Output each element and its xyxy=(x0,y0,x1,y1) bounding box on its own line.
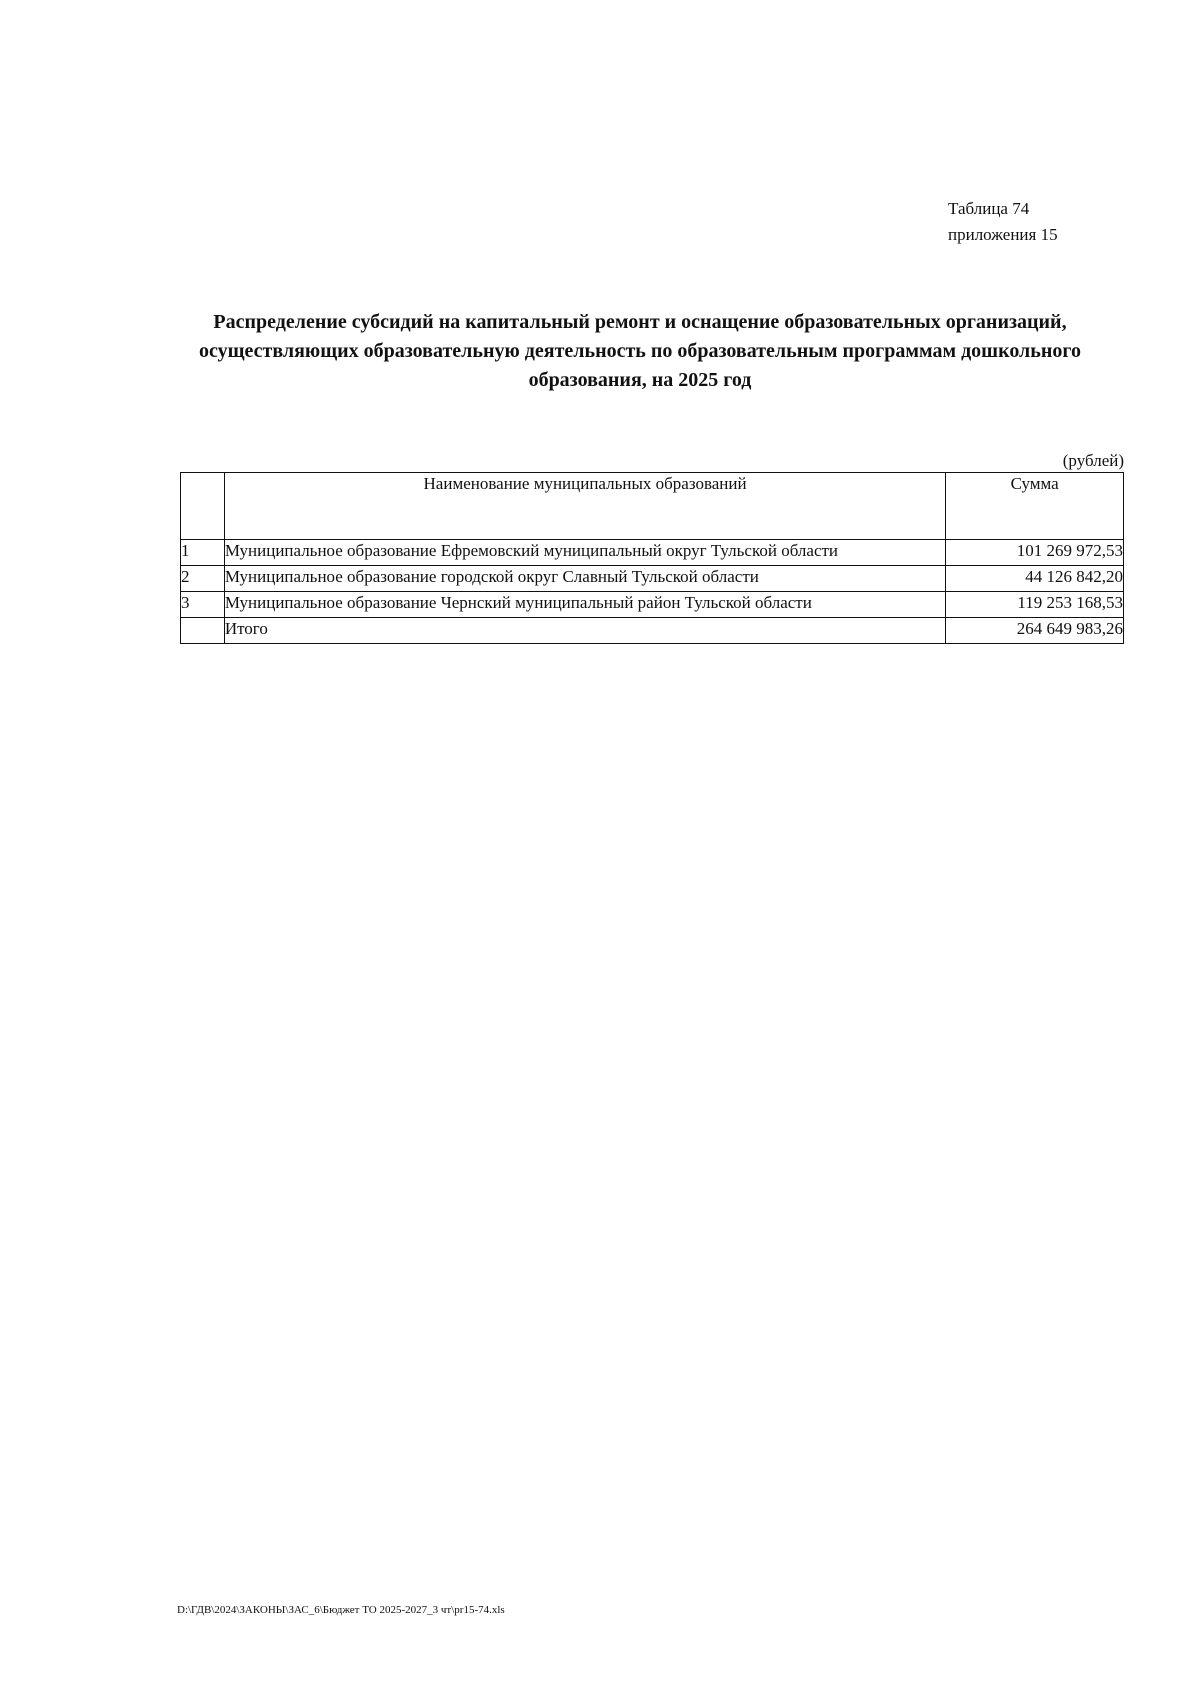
file-path-footer: D:\ГДВ\2024\ЗАКОНЫ\ЗАС_6\Бюджет ТО 2025-2027_3 чт\pr15-74.xls xyxy=(177,1604,505,1616)
total-number xyxy=(181,618,225,644)
header-number xyxy=(181,473,225,540)
units-label: (рублей) xyxy=(1062,451,1124,470)
row-number: 3 xyxy=(181,592,225,618)
header-name: Наименование муниципальных образований xyxy=(224,473,945,540)
header-sum: Сумма xyxy=(946,473,1124,540)
table-reference xyxy=(948,196,1058,248)
row-sum: 101 269 972,53 xyxy=(946,540,1124,566)
title-line-1: Распределение субсидий на капитальный ремонт и оснащение образовательных организаций, xyxy=(213,311,1067,333)
row-number: 2 xyxy=(181,566,225,592)
table-header-row xyxy=(181,473,1124,540)
row-name: Муниципальное образование городской округ Славный Тульской области xyxy=(224,566,945,592)
title-line-2: осуществляющих образовательную деятельность по образовательным программам дошкольного xyxy=(199,340,1081,362)
appendix-number: приложения 15 xyxy=(948,225,1058,244)
row-name: Муниципальное образование Ефремовский муниципальный округ Тульской области xyxy=(224,540,945,566)
subsidy-table xyxy=(180,472,1124,644)
row-sum: 44 126 842,20 xyxy=(946,566,1124,592)
table-row xyxy=(181,540,1124,566)
row-name: Муниципальное образование Чернский муниципальный район Тульской области xyxy=(224,592,945,618)
table-number: Таблица 74 xyxy=(948,199,1030,218)
table-row xyxy=(181,566,1124,592)
document-title xyxy=(150,308,1130,395)
title-line-3: образования, на 2025 год xyxy=(528,369,752,391)
total-label: Итого xyxy=(224,618,945,644)
row-number: 1 xyxy=(181,540,225,566)
table-row xyxy=(181,592,1124,618)
total-sum: 264 649 983,26 xyxy=(946,618,1124,644)
table-total-row xyxy=(181,618,1124,644)
row-sum: 119 253 168,53 xyxy=(946,592,1124,618)
